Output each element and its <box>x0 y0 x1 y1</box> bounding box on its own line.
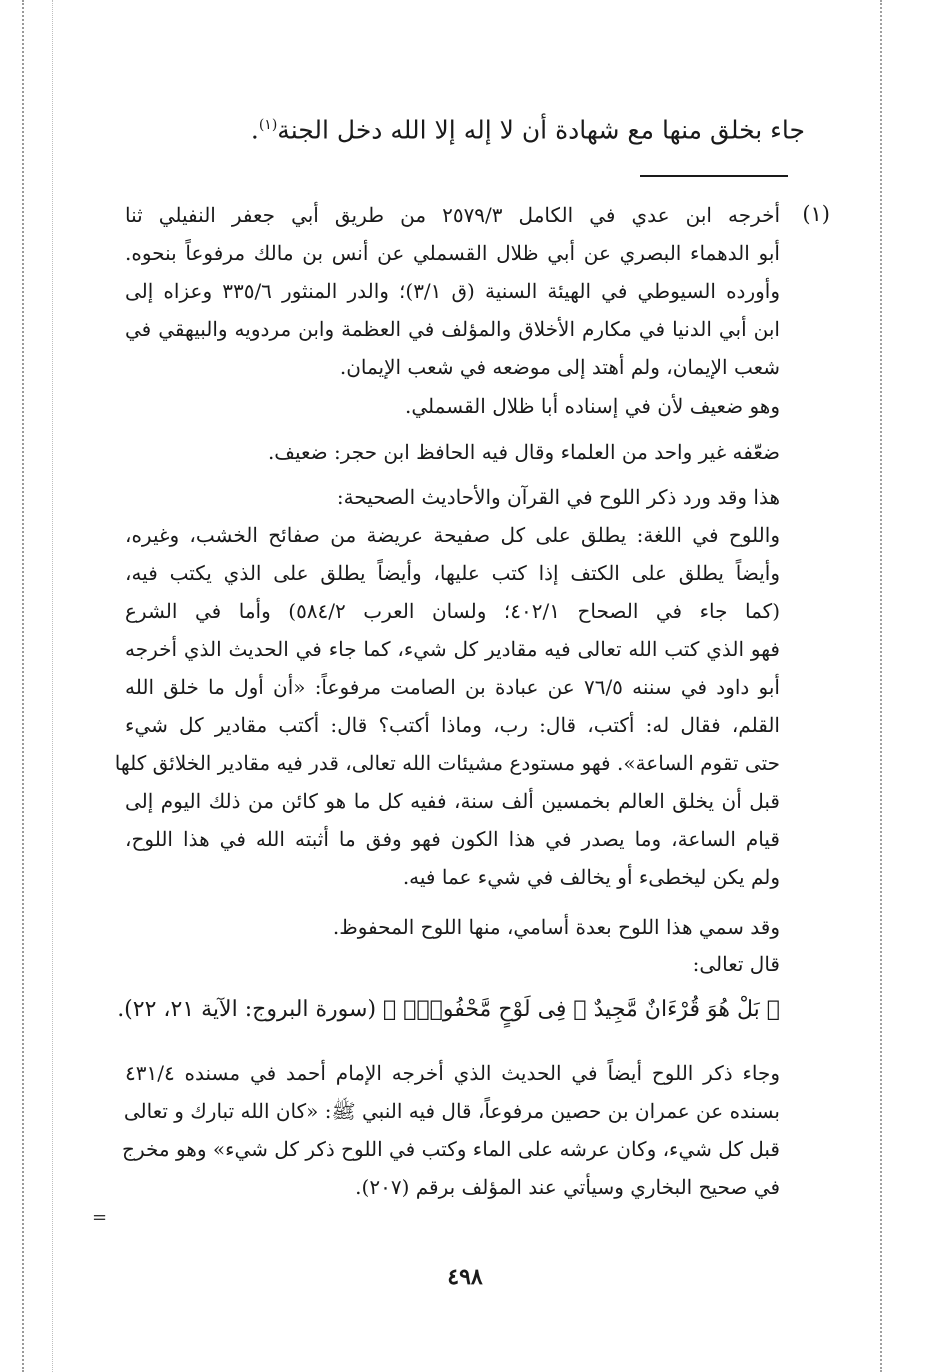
footnote-line: وأورده السيوطي في الهيئة السنية (ق ٣/١)؛ والدر المنثور ٣٣٥/٦ وعزاه إلى <box>125 279 780 303</box>
spacer <box>125 1032 780 1054</box>
footnote-line: ولم يكن ليخطىء أو يخالف في شيء عما فيه. <box>402 865 780 889</box>
footnote-body <box>114 196 781 1206</box>
main-text-line: جاء بخلق منها مع شهادة أن لا إله إلا الله دخل الجنة$^{(١)}$. <box>250 115 805 145</box>
footnote-line: ابن أبي الدنيا في مكارم الأخلاق والمؤلف في العظمة وابن مردويه والبيهقي في <box>125 317 780 341</box>
footnote-line: أخرجه ابن عدي في الكامل ٢٥٧٩/٣ من طريق أبي جعفر النفيلي ثنا <box>125 203 781 227</box>
footnote-line: القلم، فقال له: أكتب، قال: رب، وماذا أكتب؟ قال: أكتب مقادير كل شيء <box>125 713 780 737</box>
footnote-line: فهو الذي كتب الله تعالى فيه مقادير كل شيء، كما جاء في الحديث الذي أخرجه <box>125 637 780 661</box>
footnote-line: شعب الإيمان، ولم أهتد إلى موضعه في شعب الإيمان. <box>339 355 780 379</box>
footnote-line: وأيضاً يطلق على الكتف إذا كتب عليها، وأيضاً يطلق على الذي يكتب فيه، <box>125 561 780 585</box>
footnote-line: وجاء ذكر اللوح أيضاً في الحديث الذي أخرجه الإمام أحمد في مسنده ٤٣١/٤ <box>125 1061 780 1085</box>
footnote-line: وهو ضعيف لأن في إسناده أبا ظلال القسملي. <box>405 394 780 418</box>
footnote-line: قال تعالى: <box>692 952 780 976</box>
quran-verse-line: ﴿ بَلْ هُوَ قُرْءَانٌ مَّجِيدٌ ۞ فِى لَوْحٍ مَّحْفُوظٍۭ ﴾ (سورة البروج: الآية ٢١، ٢٢). <box>117 997 780 1022</box>
footnote-line: ضعّفه غير واحد من العلماء وقال فيه الحافظ ابن حجر: ضعيف. <box>267 440 780 464</box>
footnote-line: قيام الساعة، وما يصدر في هذا الكون فهو وفق ما أثبته الله في هذا اللوح، <box>125 827 780 851</box>
footnote-line: وقد سمي هذا اللوح بعدة أسامي، منها اللوح المحفوظ. <box>332 915 780 939</box>
footnote-line: هذا وقد ورد ذكر اللوح في القرآن والأحاديث الصحيحة: <box>336 485 780 509</box>
footnote-line: (كما جاء في الصحاح ٤٠٢/١؛ ولسان العرب ٥٨٤/٢) وأما في الشرع <box>125 599 780 623</box>
footnote-line: بسنده عن عمران بن حصين مرفوعاً، قال فيه النبي ﷺ: «كان الله تبارك و تعالى <box>123 1099 780 1123</box>
footnote-line: قبل أن يخلق العالم بخمسين ألف سنة، ففيه كل ما هو كائن من ذلك اليوم إلى <box>125 789 780 813</box>
page-number: ٤٩٨ <box>447 1264 483 1290</box>
margin-mark: = <box>92 1207 108 1228</box>
footnote-line: في صحيح البخاري وسيأتي عند المؤلف برقم (٢٠٧). <box>355 1175 780 1199</box>
footnote-number: (١) <box>802 202 830 226</box>
scan-edge-left <box>22 0 24 1372</box>
footnote-line: أبو الدهماء البصري عن أبي ظلال القسملي عن أنس بن مالك مرفوعاً بنحوه. <box>125 241 780 265</box>
footnote-line: قبل كل شيء، وكان عرشه على الماء وكتب في اللوح ذكر كل شيء» وهو مخرج <box>122 1137 780 1161</box>
scan-edge-left-inner <box>52 0 53 1372</box>
footnote-line: واللوح في اللغة: يطلق على كل صفيحة عريضة من صفائح الخشب، وغيره، <box>125 523 780 547</box>
footnote-separator <box>640 175 788 177</box>
footnote-line: حتى تقوم الساعة». فهو مستودع مشيئات الله تعالى، قدر فيه مقادير الخلائق كلها <box>114 751 780 775</box>
footnote-line: أبو داود في سننه ٧٦/٥ عن عبادة بن الصامت مرفوعاً: «أن أول ما خلق الله <box>125 675 780 699</box>
footnote-reference: (١) <box>258 117 278 133</box>
scan-edge-right <box>880 0 882 1372</box>
main-text: جاء بخلق منها مع شهادة أن لا إله إلا الله دخل الجنة <box>277 115 805 145</box>
spacer <box>125 896 780 908</box>
